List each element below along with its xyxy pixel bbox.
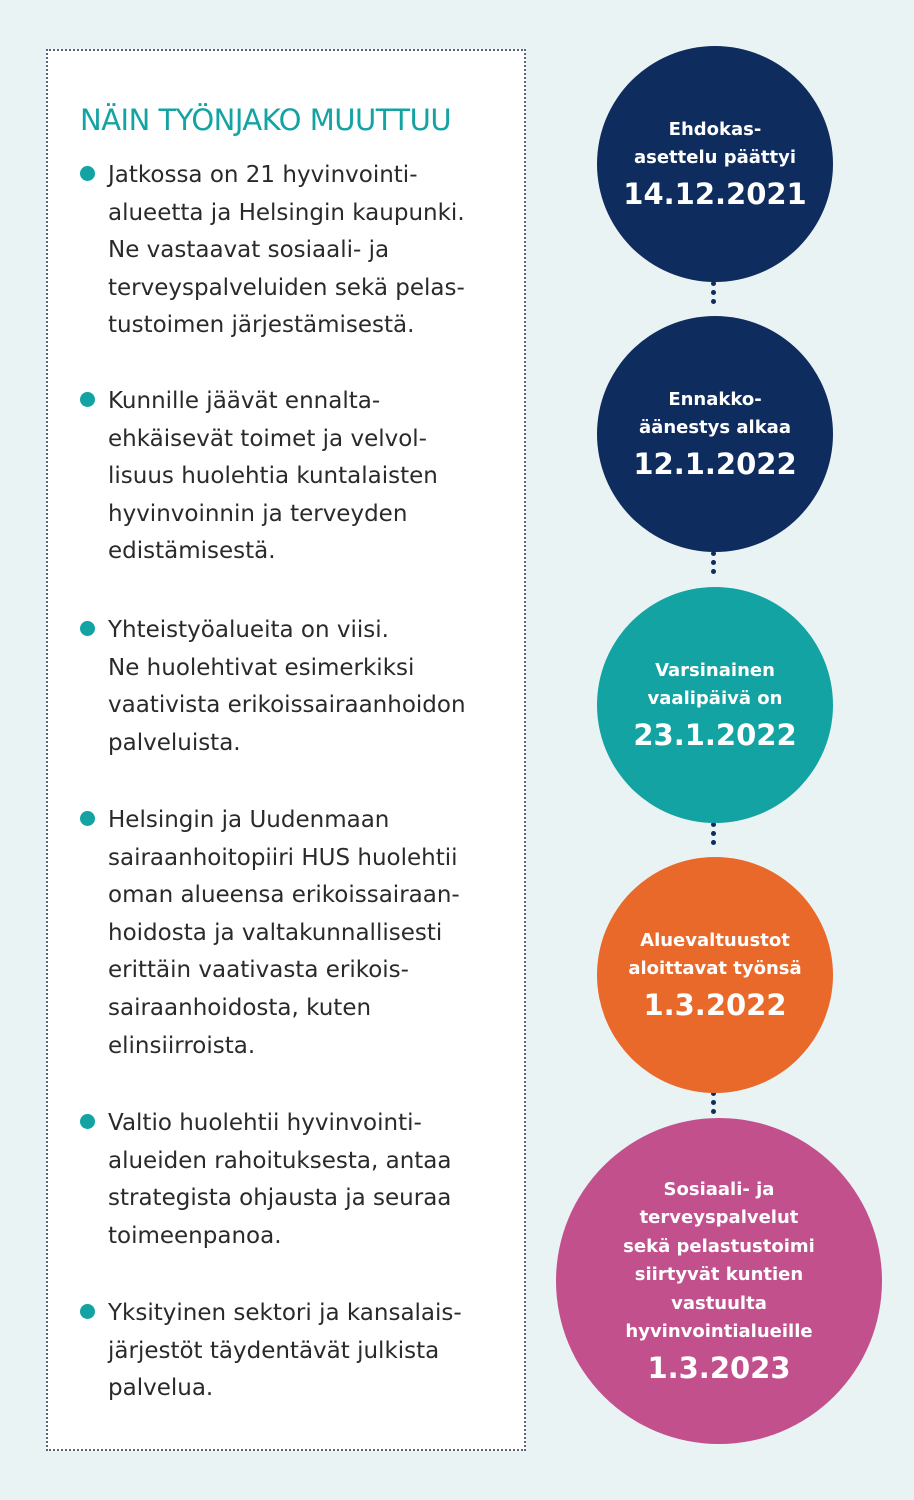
bullet-text: Valtio huolehtii hyvinvointi- alueiden rahoituksesta, antaa strategista ohjausta ja seuraa toimeenpanoa. [108, 1110, 452, 1249]
timeline-date: 23.1.2022 [633, 717, 797, 752]
bullet-text: Yhteistyöalueita on viisi. Ne huolehtivat esimerkiksi vaativista erikoissairaanhoidon palveluista. [108, 617, 466, 756]
timeline-label: Sosiaali- ja terveyspalvelut sekä pelastustoimi siirtyvät kuntien vastuulta hyvinvointialueille [623, 1178, 815, 1342]
bullet-text: Jatkossa on 21 hyvinvointi- alueetta ja Helsingin kaupunki. Ne vastaavat sosiaali- ja terveyspalveluiden sekä pelas- tustoimen järjestämisestä. [108, 162, 465, 339]
timeline-label: Varsinainen vaalipäivä on [647, 659, 783, 709]
timeline-date: 14.12.2021 [623, 176, 807, 211]
timeline-label: Ennakko- äänestys alkaa [639, 388, 791, 438]
bullet-dot-icon [80, 166, 95, 181]
timeline-connector [711, 822, 717, 849]
timeline-item-responsibility-transfer [556, 1118, 882, 1444]
bullet-dot-icon [80, 1304, 95, 1319]
timeline-connector [711, 551, 717, 578]
timeline-connector [711, 1091, 717, 1118]
bullet-dot-icon [80, 1114, 95, 1129]
timeline-label: Ehdokas- asettelu päättyi [633, 118, 797, 168]
timeline-label: Aluevaltuustot aloittavat työnsä [628, 929, 802, 979]
bullet-text: Helsingin ja Uudenmaan sairaanhoitopiiri HUS huolehtii oman alueensa erikoissairaan- hoidosta ja valtakunnallisesti erittäin vaativasta erikois- sairaanhoidosta, kuten elinsiirroista. [108, 807, 460, 1059]
timeline-date: 1.3.2023 [647, 1350, 791, 1385]
bullet-text: Yksityinen sektori ja kansalais- järjestöt täydentävät julkista palvelua. [108, 1300, 462, 1402]
timeline-item-councils-start [597, 857, 833, 1093]
bullet-dot-icon [80, 392, 95, 407]
timeline-item-election-day [597, 587, 833, 823]
timeline-item-advance-voting [597, 316, 833, 552]
info-panel [46, 49, 526, 1451]
timeline-date: 1.3.2022 [643, 987, 787, 1022]
timeline-date: 12.1.2022 [633, 446, 797, 481]
panel-title: NÄIN TYÖNJAKO MUUTTUU [80, 103, 452, 137]
bullet-dot-icon [80, 811, 95, 826]
timeline-item-candidate-nomination [597, 46, 833, 282]
bullet-text: Kunnille jäävät ennalta- ehkäisevät toimet ja velvol- lisuus huolehtia kuntalaisten hyvinvoinnin ja terveyden edistämisestä. [108, 388, 438, 565]
bullet-dot-icon [80, 621, 95, 636]
timeline-connector [711, 281, 717, 308]
